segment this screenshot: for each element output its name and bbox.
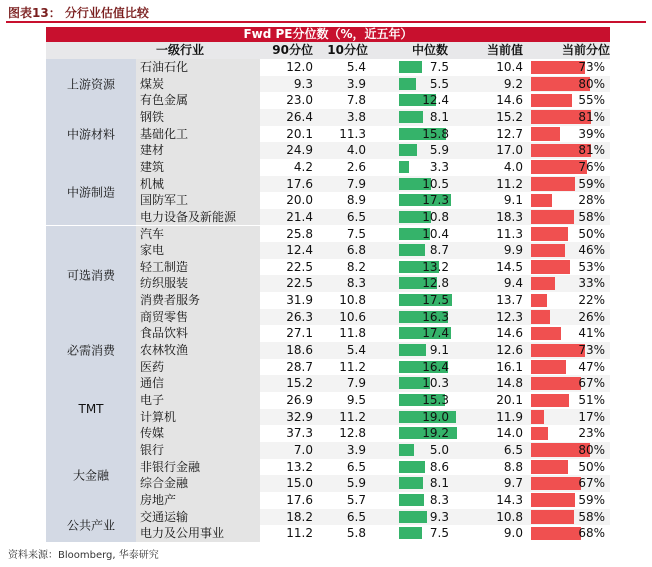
median-cell: 7.5	[429, 526, 449, 541]
header-p10: 10分位	[327, 43, 368, 57]
median-cell: 10.3	[422, 376, 449, 391]
p10-cell: 8.2	[346, 259, 366, 274]
group-cell	[46, 59, 136, 110]
percentile-cell: 41%	[578, 326, 605, 341]
p90-cell: 32.9	[286, 409, 313, 424]
p10-cell: 4.0	[346, 143, 366, 158]
table-row	[136, 425, 610, 442]
p10-cell: 3.9	[346, 442, 366, 457]
group-label: TMT	[78, 401, 104, 416]
p10-cell: 5.4	[346, 343, 366, 358]
percentile-cell: 23%	[578, 426, 605, 441]
current-cell: 9.7	[503, 476, 523, 491]
median-cell: 15.8	[422, 126, 449, 141]
table-row	[136, 176, 610, 193]
p90-cell: 15.2	[286, 376, 313, 391]
p10-cell: 5.7	[346, 492, 366, 507]
industry-cell: 综合金融	[136, 475, 260, 492]
industry-cell: 汽车	[136, 226, 260, 243]
current-cell: 20.1	[496, 393, 523, 407]
group-cell	[46, 375, 136, 443]
industry-cell: 国防军工	[136, 192, 260, 209]
industry-cell: 食品饮料	[136, 325, 260, 342]
p90-cell: 18.6	[286, 343, 313, 358]
industry-cell: 基础化工	[136, 126, 260, 143]
median-cell: 10.8	[422, 209, 449, 224]
group-label: 中游材料	[66, 127, 115, 142]
table-row	[136, 242, 610, 259]
header-industry: 一级行业	[156, 43, 205, 57]
median-cell: 8.3	[429, 492, 449, 507]
table-row	[136, 309, 610, 326]
percentile-cell: 51%	[578, 393, 605, 407]
p90-cell: 21.4	[286, 209, 313, 224]
header-p90: 90分位	[272, 43, 313, 57]
table-row	[136, 392, 610, 409]
percentile-cell: 58%	[578, 209, 605, 224]
percentile-cell: 58%	[578, 509, 605, 524]
table-row	[136, 492, 610, 509]
current-cell: 18.3	[496, 209, 523, 224]
group-cell	[46, 159, 136, 227]
header-current: 当前值	[486, 43, 523, 57]
percentile-cell: 68%	[578, 526, 605, 541]
table-row	[136, 375, 610, 392]
median-cell: 12.8	[422, 276, 449, 291]
table-row	[136, 525, 610, 542]
current-cell: 11.3	[496, 226, 523, 241]
median-cell: 3.3	[429, 159, 449, 174]
table-row	[136, 475, 610, 492]
p10-cell: 8.9	[346, 193, 366, 208]
p10-cell: 3.8	[346, 109, 366, 124]
percentile-cell: 55%	[578, 93, 605, 108]
industry-cell: 传媒	[136, 425, 260, 442]
table-row	[136, 259, 610, 276]
table-row	[136, 359, 610, 376]
p90-cell: 4.2	[293, 159, 313, 174]
p90-cell: 23.0	[286, 93, 313, 108]
current-cell: 14.6	[496, 326, 523, 341]
industry-cell: 纺织服装	[136, 275, 260, 292]
table-row	[136, 509, 610, 526]
p10-cell: 7.8	[346, 93, 366, 108]
median-cell: 17.3	[422, 193, 449, 208]
industry-cell: 电力设备及新能源	[136, 209, 260, 226]
percentile-cell: 26%	[578, 309, 605, 324]
median-cell: 17.5	[422, 293, 449, 308]
current-cell: 12.7	[496, 126, 523, 141]
percentile-cell: 17%	[578, 409, 605, 424]
p10-cell: 11.2	[339, 409, 366, 424]
current-cell: 14.0	[496, 426, 523, 441]
p10-cell: 6.5	[346, 209, 366, 224]
percentile-cell: 80%	[578, 442, 605, 457]
table-row	[136, 325, 610, 342]
table-row	[136, 59, 610, 76]
table-row	[136, 292, 610, 309]
industry-cell: 有色金属	[136, 92, 260, 109]
percentile-cell: 39%	[578, 126, 605, 141]
industry-cell: 煤炭	[136, 76, 260, 93]
industry-cell: 电子	[136, 392, 260, 409]
percentile-cell: 73%	[578, 343, 605, 358]
current-cell: 14.8	[496, 376, 523, 391]
p10-cell: 7.5	[346, 226, 366, 241]
current-cell: 17.0	[496, 143, 523, 158]
p90-cell: 11.2	[286, 526, 313, 541]
industry-cell: 家电	[136, 242, 260, 259]
current-cell: 10.8	[496, 509, 523, 524]
industry-cell: 建材	[136, 142, 260, 159]
industry-cell: 建筑	[136, 159, 260, 176]
source-note: 资料来源：Bloomberg, 华泰研究	[8, 550, 159, 561]
industry-cell: 钢铁	[136, 109, 260, 126]
table-row	[136, 409, 610, 426]
p10-cell: 9.5	[346, 393, 366, 407]
p90-cell: 26.3	[286, 309, 313, 324]
industry-cell: 电力及公用事业	[136, 525, 260, 542]
p90-cell: 9.3	[293, 76, 313, 91]
percentile-cell: 76%	[578, 159, 605, 174]
current-cell: 8.8	[503, 459, 523, 474]
median-cell: 5.9	[429, 143, 449, 158]
p90-cell: 18.2	[286, 509, 313, 524]
table-row	[136, 275, 610, 292]
current-cell: 15.2	[496, 109, 523, 124]
median-cell: 16.3	[422, 309, 449, 324]
industry-cell: 非银行金融	[136, 459, 260, 476]
p10-cell: 5.8	[346, 526, 366, 541]
median-cell: 16.4	[422, 359, 449, 374]
current-cell: 9.9	[503, 243, 523, 258]
current-cell: 13.7	[496, 293, 523, 308]
table-row	[136, 126, 610, 143]
industry-cell: 银行	[136, 442, 260, 459]
current-cell: 12.6	[496, 343, 523, 358]
table-row	[136, 209, 610, 226]
industry-cell: 医药	[136, 359, 260, 376]
header-row	[46, 42, 610, 59]
table-row	[136, 192, 610, 209]
header-median: 中位数	[411, 43, 448, 57]
current-cell: 10.4	[496, 60, 523, 74]
percentile-cell: 33%	[578, 276, 605, 291]
p10-cell: 10.6	[339, 309, 366, 324]
p90-cell: 20.1	[286, 126, 313, 141]
median-cell: 10.4	[422, 226, 449, 241]
percentile-cell: 59%	[578, 492, 605, 507]
p10-cell: 5.9	[346, 476, 366, 491]
p90-cell: 17.6	[286, 492, 313, 507]
table-row	[136, 226, 610, 243]
p90-cell: 26.9	[286, 393, 313, 407]
percentile-cell: 67%	[578, 476, 605, 491]
table-row	[136, 442, 610, 459]
current-cell: 16.1	[496, 359, 523, 374]
current-cell: 6.5	[503, 442, 523, 457]
median-cell: 19.0	[422, 409, 449, 424]
median-cell: 5.0	[429, 442, 449, 457]
group-label: 可选消费	[66, 268, 115, 283]
p10-cell: 6.8	[346, 243, 366, 258]
group-cell	[46, 442, 136, 510]
group-cell	[46, 509, 136, 543]
percentile-cell: 73%	[578, 60, 605, 74]
p90-cell: 15.0	[286, 476, 313, 491]
percentile-cell: 53%	[578, 259, 605, 274]
industry-cell: 轻工制造	[136, 259, 260, 276]
p10-cell: 10.8	[339, 293, 366, 308]
table-row	[136, 342, 610, 359]
industry-cell: 商贸零售	[136, 309, 260, 326]
p90-cell: 12.4	[286, 243, 313, 258]
percentile-cell: 81%	[578, 109, 605, 124]
valuation-table	[46, 27, 610, 542]
p10-cell: 7.9	[346, 376, 366, 391]
industry-cell: 农林牧渔	[136, 342, 260, 359]
group-label: 大金融	[72, 468, 109, 483]
p90-cell: 7.0	[293, 442, 313, 457]
median-cell: 19.2	[422, 426, 449, 441]
p10-cell: 6.5	[346, 509, 366, 524]
industry-cell: 石油石化	[136, 59, 260, 76]
table-row	[136, 109, 610, 126]
group-label: 上游资源	[66, 77, 115, 92]
industry-cell: 机械	[136, 176, 260, 193]
current-cell: 12.3	[496, 309, 523, 324]
percentile-cell: 28%	[578, 193, 605, 208]
table-row	[136, 159, 610, 176]
current-cell: 9.1	[503, 193, 523, 208]
table-row	[136, 459, 610, 476]
table-row	[136, 142, 610, 159]
p90-cell: 17.6	[286, 176, 313, 191]
table-row	[136, 92, 610, 109]
median-cell: 8.1	[429, 476, 449, 491]
group-cell	[46, 226, 136, 327]
current-cell: 11.9	[496, 409, 523, 424]
p90-cell: 20.0	[286, 193, 313, 208]
table-row	[136, 76, 610, 93]
industry-cell: 交通运输	[136, 509, 260, 526]
title-rule	[6, 21, 646, 23]
p90-cell: 24.9	[286, 143, 313, 158]
industry-cell: 房地产	[136, 492, 260, 509]
percentile-cell: 81%	[578, 143, 605, 158]
median-cell: 9.1	[429, 343, 449, 358]
p10-cell: 5.4	[346, 60, 366, 74]
p10-cell: 7.9	[346, 176, 366, 191]
percentile-cell: 80%	[578, 76, 605, 91]
median-cell: 8.6	[429, 459, 449, 474]
current-cell: 4.0	[503, 159, 523, 174]
industry-cell: 通信	[136, 375, 260, 392]
figure-title: 图表13： 分行业估值比较	[8, 6, 149, 20]
p90-cell: 26.4	[286, 109, 313, 124]
p10-cell: 8.3	[346, 276, 366, 291]
p90-cell: 12.0	[286, 60, 313, 74]
group-label: 必需消费	[66, 343, 115, 358]
median-cell: 9.3	[429, 509, 449, 524]
current-cell: 11.2	[496, 176, 523, 191]
current-cell: 9.0	[503, 526, 523, 541]
percentile-cell: 47%	[578, 359, 605, 374]
p10-cell: 2.6	[346, 159, 366, 174]
p10-cell: 6.5	[346, 459, 366, 474]
p10-cell: 12.8	[339, 426, 366, 441]
p10-cell: 11.2	[339, 359, 366, 374]
p90-cell: 22.5	[286, 259, 313, 274]
p10-cell: 3.9	[346, 76, 366, 91]
group-cell	[46, 325, 136, 376]
p90-cell: 37.3	[286, 426, 313, 441]
p10-cell: 11.3	[339, 126, 366, 141]
current-cell: 14.6	[496, 93, 523, 108]
group-cell	[46, 109, 136, 160]
industry-cell: 计算机	[136, 409, 260, 426]
p90-cell: 22.5	[286, 276, 313, 291]
current-cell: 14.5	[496, 259, 523, 274]
median-cell: 13.2	[422, 259, 449, 274]
median-cell: 8.7	[429, 243, 449, 258]
group-label: 中游制造	[66, 185, 115, 200]
median-cell: 15.3	[422, 393, 449, 407]
current-cell: 9.2	[503, 76, 523, 91]
p90-cell: 25.8	[286, 226, 313, 241]
median-cell: 7.5	[429, 60, 449, 74]
percentile-cell: 22%	[578, 293, 605, 308]
p90-cell: 31.9	[286, 293, 313, 308]
p90-cell: 13.2	[286, 459, 313, 474]
header-percentile: 当前分位	[561, 43, 610, 57]
percentile-cell: 59%	[578, 176, 605, 191]
median-cell: 5.5	[429, 76, 449, 91]
percentile-cell: 50%	[578, 459, 605, 474]
p90-cell: 28.7	[286, 359, 313, 374]
current-cell: 9.4	[503, 276, 523, 291]
group-label: 公共产业	[66, 518, 115, 533]
median-cell: 10.5	[422, 176, 449, 191]
industry-cell: 消费者服务	[136, 292, 260, 309]
table-banner: Fwd PE分位数（%，近五年）	[46, 27, 610, 42]
current-cell: 14.3	[496, 492, 523, 507]
median-cell: 8.1	[429, 109, 449, 124]
p10-cell: 11.8	[339, 326, 366, 341]
percentile-cell: 67%	[578, 376, 605, 391]
median-cell: 17.4	[422, 326, 449, 341]
p90-cell: 27.1	[286, 326, 313, 341]
percentile-cell: 50%	[578, 226, 605, 241]
percentile-cell: 46%	[578, 243, 605, 258]
median-cell: 12.4	[422, 93, 449, 108]
